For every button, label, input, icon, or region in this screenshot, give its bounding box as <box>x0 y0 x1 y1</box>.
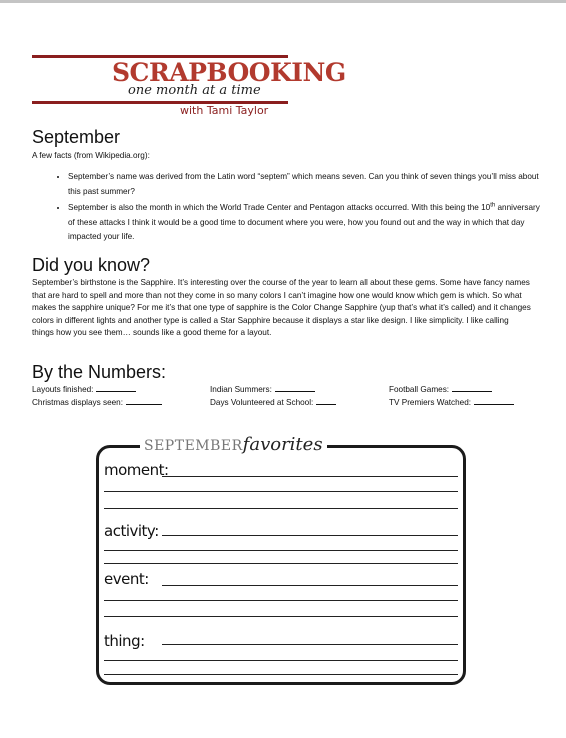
numbers-label: Indian Summers: <box>210 385 272 394</box>
writing-line <box>162 644 458 645</box>
brand-author: with Tami Taylor <box>180 104 269 117</box>
numbers-field <box>389 383 492 396</box>
answer-blank <box>96 383 136 392</box>
writing-line <box>104 491 458 492</box>
numbers-label: Layouts finished: <box>32 385 94 394</box>
favorites-box <box>96 445 466 685</box>
writing-line <box>104 600 458 601</box>
writing-line <box>104 616 458 617</box>
favorite-label-activity: activity: <box>104 522 159 540</box>
did-you-know-heading: Did you know? <box>32 255 151 275</box>
numbers-field <box>389 396 514 409</box>
writing-line <box>104 550 458 551</box>
writing-line <box>162 476 458 477</box>
numbers-row <box>32 383 532 396</box>
numbers-field <box>210 396 389 409</box>
ordinal-suffix: th <box>490 202 496 209</box>
numbers-label: Football Games: <box>389 385 450 394</box>
fact-text: September is also the month in which the World Trade Center and Pentagon attacks occurred. With this being the 10 <box>68 203 491 212</box>
numbers-heading: By the Numbers: <box>32 362 167 382</box>
writing-line <box>162 535 458 536</box>
writing-line <box>162 585 458 586</box>
september-heading: September <box>32 127 121 147</box>
writing-line <box>104 660 458 661</box>
brand-title: SCRAPBOOKING <box>112 58 346 87</box>
answer-blank <box>275 383 315 392</box>
writing-line <box>104 563 458 564</box>
fact-text-continued: anniversary of these attacks I think it would be a good time to document where you were, how you found out and the way in which that day impacted your life. <box>68 203 540 241</box>
numbers-label: Days Volunteered at School: <box>210 398 314 407</box>
fact-item-attacks <box>68 201 548 245</box>
favorites-title-word: favorites <box>242 434 323 455</box>
favorites-title <box>140 434 327 455</box>
numbers-label: Christmas displays seen: <box>32 398 124 407</box>
answer-blank <box>126 396 162 405</box>
numbers-grid <box>32 383 532 409</box>
numbers-label: TV Premiers Watched: <box>389 398 472 407</box>
brand-subtitle: one month at a time <box>128 83 261 98</box>
numbers-field <box>32 383 210 396</box>
top-border <box>0 0 566 3</box>
did-you-know-body: September’s birthstone is the Sapphire. It’s interesting over the course of the year to learn all about these gems. Some have fancy names that are hard to spell and more than not they come in so many colors I can’t imagine how one would know which gem is which. So what makes the sapphire unique? For me it’s that one type of sapphire is the Color Change Sapphire (yup that’s what it’s called) and it changes colors in different lights and another type is called a Star Sapphire because it displays a star like design. I like simplicity. I like calling things how you see them… sounds like a good theme for a layout. <box>32 278 531 338</box>
numbers-field <box>32 396 210 409</box>
answer-blank <box>452 383 492 392</box>
favorites-title-month: SEPTEMBER <box>144 438 243 454</box>
fact-item-name <box>68 170 548 199</box>
favorite-label-event: event: <box>104 570 149 588</box>
writing-line <box>104 674 458 675</box>
answer-blank <box>474 396 514 405</box>
favorite-label-thing: thing: <box>104 632 145 650</box>
facts-list <box>48 170 548 247</box>
favorite-label-moment: moment: <box>104 461 169 479</box>
writing-line <box>104 508 458 509</box>
numbers-field <box>210 383 389 396</box>
numbers-row <box>32 396 532 409</box>
answer-blank <box>316 396 336 405</box>
september-intro: A few facts (from Wikipedia.org): <box>32 151 150 160</box>
fact-text: September’s name was derived from the Latin word “septem” which means seven. Can you think of seven things you’ll miss about this past summer? <box>68 172 539 196</box>
